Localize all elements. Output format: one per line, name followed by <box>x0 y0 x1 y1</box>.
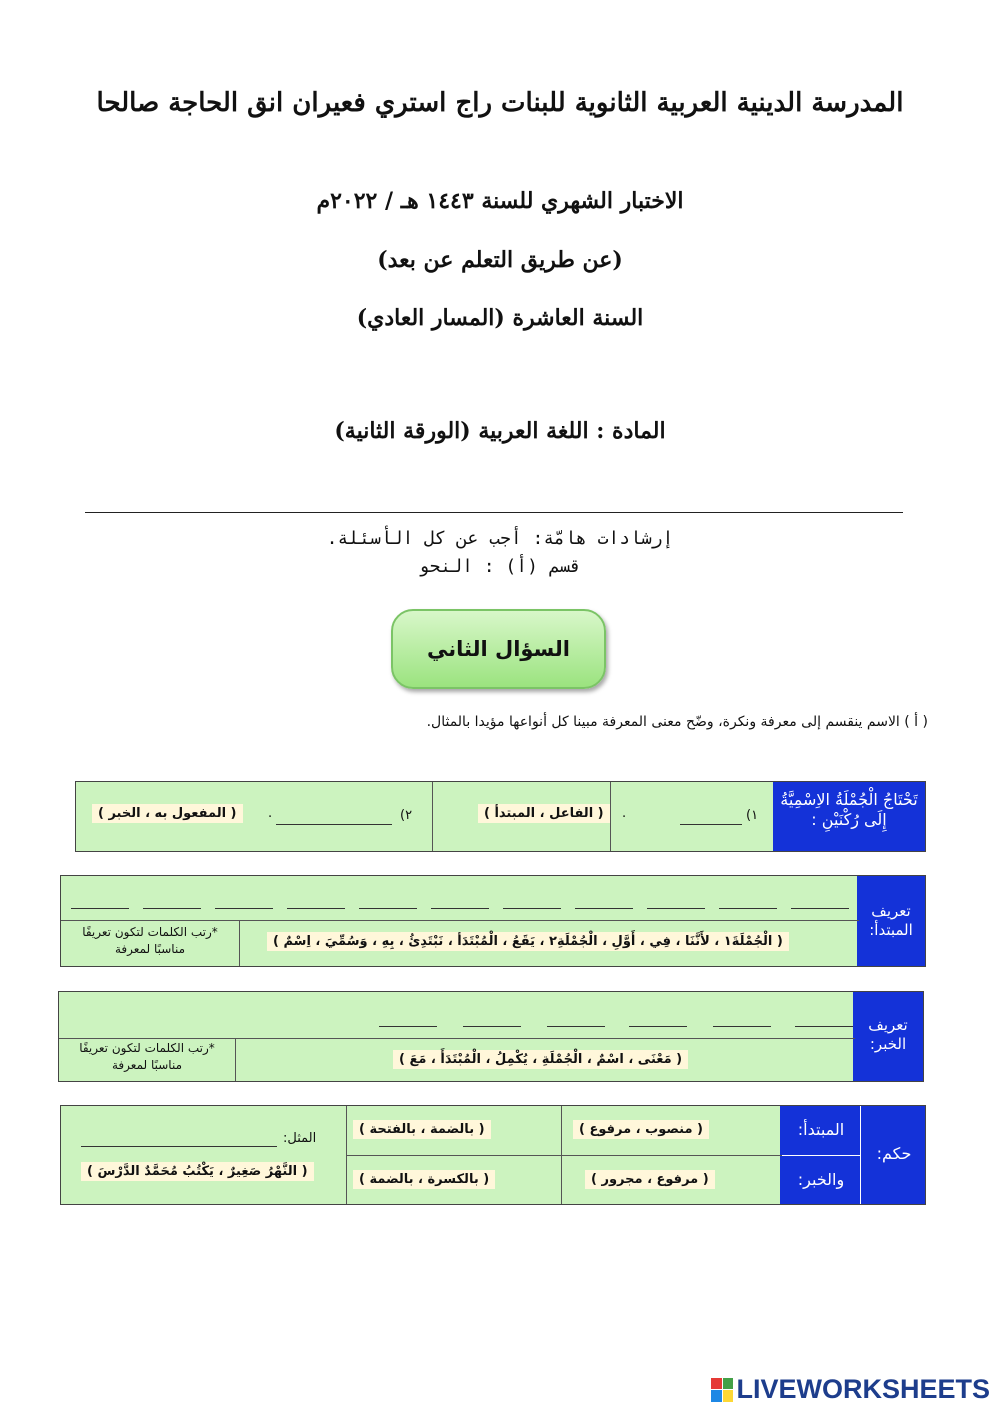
word-blank[interactable] <box>575 894 633 909</box>
school-name: المدرسة الدينية العربية الثانوية للبنات راج استري فعيران انق الحاجة صالحا <box>96 88 904 118</box>
logo-mark-icon <box>711 1378 733 1402</box>
khabar-sign-options: ( بالكسرة ، بالضمة ) <box>353 1170 495 1189</box>
mubtada-case-options: ( منصوب ، مرفوع ) <box>573 1120 709 1139</box>
cell-divider <box>346 1106 347 1204</box>
khabar-row-label: والخبر: <box>797 1170 845 1189</box>
mubtada-label-cell <box>857 876 925 966</box>
khabar-label: تعريف الخبر: <box>868 1016 908 1053</box>
cell-divider <box>610 782 611 851</box>
cell-divider <box>235 1038 236 1081</box>
table-mubtada-definition <box>60 875 926 967</box>
section-label: قسم (أ) : النحو <box>418 556 582 577</box>
dot: . <box>268 806 273 821</box>
pillars-label-cell <box>773 782 925 851</box>
row-divider <box>780 1155 860 1156</box>
row-divider <box>59 1038 855 1039</box>
word-blank[interactable] <box>629 1012 687 1027</box>
khabar-label-cell <box>853 992 923 1081</box>
options-pillar-1: ( الفاعل ، المبتدأ ) <box>478 804 610 823</box>
table-sentence-pillars <box>75 781 926 852</box>
arrange-note: *رتب الكلمات لتكون تعريفًا مناسبًا لمعرفة <box>82 925 218 956</box>
row-divider <box>346 1155 782 1156</box>
instructions-line: إرشادات هامّة: أجب عن كل الأسئلة. <box>326 528 674 549</box>
row-divider <box>61 920 859 921</box>
mubtada-label: تعريف المبتدأ: <box>869 902 913 939</box>
example-blank[interactable] <box>81 1130 277 1147</box>
question-prompt: ( أ ) الاسم ينقسم إلى معرفة ونكرة، وضّح معنى المعرفة مبينا كل أنواعها مؤيدا بالمثال. <box>426 714 928 730</box>
cell-divider <box>860 1106 861 1204</box>
divider <box>85 512 903 513</box>
word-blank[interactable] <box>359 894 417 909</box>
item-number-1: ١) <box>746 808 759 823</box>
answer-blank-2[interactable] <box>276 806 392 825</box>
word-blank[interactable] <box>719 894 777 909</box>
dot: . <box>622 806 627 821</box>
word-blank[interactable] <box>647 894 705 909</box>
word-blank[interactable] <box>143 894 201 909</box>
word-blank[interactable] <box>71 894 129 909</box>
cell-divider <box>561 1106 562 1204</box>
example-label: المثل: <box>283 1131 317 1146</box>
pillars-label: تَحْتَاجُ الْجُمْلَةُ الاِسْمِيَّةُ إِلَى رُكْنَيْنِ : <box>780 790 918 829</box>
answer-blank-1[interactable] <box>680 806 742 825</box>
cell-divider <box>432 782 433 851</box>
cell-divider <box>239 920 240 966</box>
item-number-2: ٢) <box>400 808 413 823</box>
mubtada-word-bank: ( الْجُمْلَةَ١ ، لأَنَّنَا ، فِي ، أَوَّلِ ، الْجُمْلَةِ٢ ، يَقَعُ ، الْمُبْتَدَأ ، نَبْتَدِئُ ، بِهِ ، وَسُمِّيَ ، اِسْمٌ ) <box>267 932 789 951</box>
table-ruling <box>60 1105 926 1205</box>
word-blank[interactable] <box>215 894 273 909</box>
word-blank[interactable] <box>791 894 849 909</box>
word-blank[interactable] <box>547 1012 605 1027</box>
mubtada-sign-options: ( بالضمة ، بالفتحة ) <box>353 1120 491 1139</box>
word-blank[interactable] <box>503 894 561 909</box>
ruling-label-cell <box>780 1106 925 1204</box>
subject: المادة : اللغة العربية (الورقة الثانية) <box>334 418 666 444</box>
grade-level: السنة العاشرة (المسار العادي) <box>356 305 644 331</box>
word-blank[interactable] <box>379 1012 437 1027</box>
example-options: ( النَّهْرُ صَغِيرٌ ، يَكْتُبُ مُحَمَّدٌ الدَّرْسَ ) <box>81 1162 314 1181</box>
word-blank[interactable] <box>463 1012 521 1027</box>
word-blank[interactable] <box>287 894 345 909</box>
arrange-note: *رتب الكلمات لتكون تعريفًا مناسبًا لمعرفة <box>79 1041 215 1072</box>
exam-title: الاختبار الشهري للسنة ١٤٤٣ هـ / ٢٠٢٢م <box>316 188 684 214</box>
table-khabar-definition <box>58 991 924 1082</box>
exam-mode: (عن طريق التعلم عن بعد) <box>377 247 623 273</box>
word-blank[interactable] <box>713 1012 771 1027</box>
khabar-word-bank: ( مَعْنَى ، اسْمٌ ، الْجُمْلَةِ ، يُكْمِلُ ، الْمُبْتَدَأَ ، مَعَ ) <box>393 1050 688 1069</box>
logo-text: LIVEWORKSHEETS <box>736 1374 990 1404</box>
ruling-label: حكم: <box>876 1144 912 1163</box>
liveworksheets-logo <box>711 1374 990 1405</box>
khabar-case-options: ( مرفوع ، مجرور ) <box>585 1170 715 1189</box>
word-blank[interactable] <box>431 894 489 909</box>
word-blank[interactable] <box>795 1012 853 1027</box>
question-two-button[interactable]: السؤال الثاني <box>391 609 606 689</box>
mubtada-row-label: المبتدأ: <box>797 1120 845 1139</box>
options-pillar-2: ( المفعول به ، الخبر ) <box>92 804 243 823</box>
